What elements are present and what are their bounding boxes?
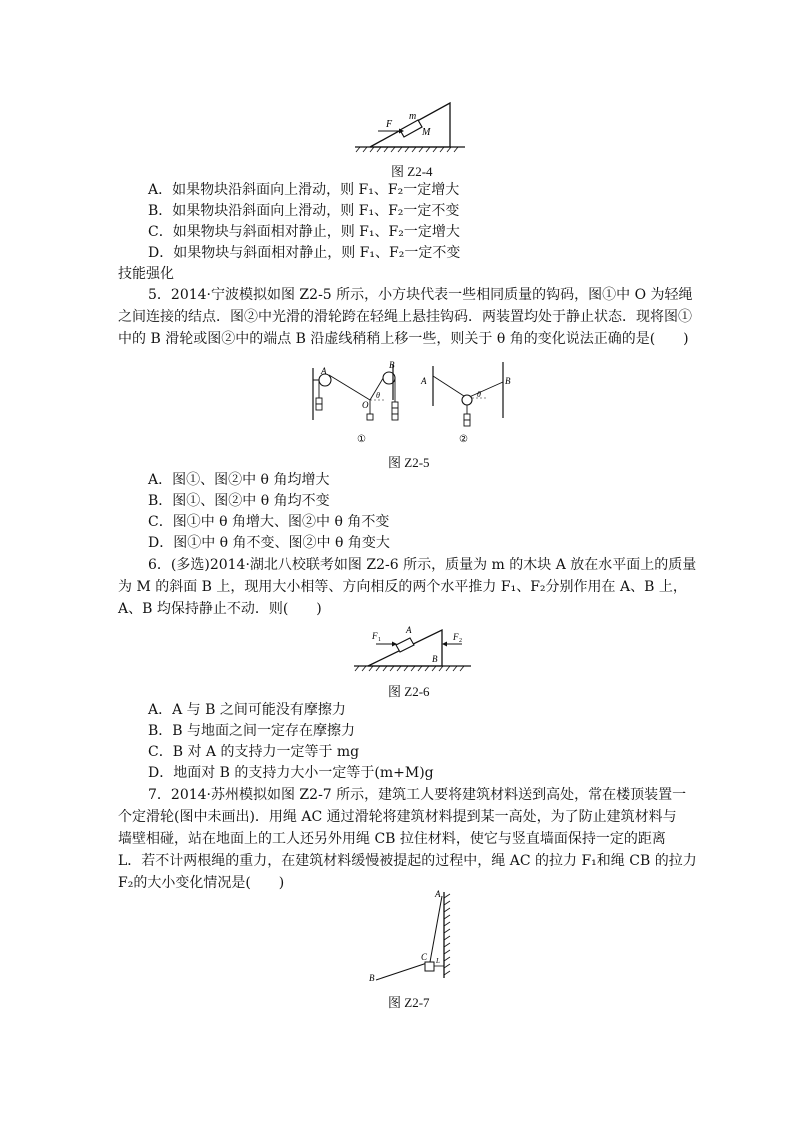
figure-z2-5 — [305, 358, 515, 450]
q4-option-a[interactable]: A．如果物块沿斜面向上滑动，则 F₁、F₂一定增大 — [148, 182, 460, 198]
q4-option-b[interactable]: B．如果物块沿斜面向上滑动，则 F₁、F₂一定不变 — [148, 203, 460, 219]
q4-option-c[interactable]: C．如果物块与斜面相对静止，则 F₁、F₂一定增大 — [148, 224, 460, 240]
label-A2: A — [421, 376, 427, 386]
figure-z2-4 — [350, 95, 470, 155]
question-7 — [118, 784, 697, 894]
label-F1-sub: 1 — [378, 637, 381, 643]
q6-option-d[interactable]: D．地面对 B 的支持力大小一定等于(m+M)g — [148, 765, 434, 781]
q6-line-1: 6．(多选)2014·湖北八校联考如图 Z2-6 所示，质量为 m 的木块 A 放在水平面上的质量 — [148, 557, 697, 573]
question-5 — [118, 284, 693, 350]
q5-line-3: 中的 B 滑轮或图②中的端点 B 沿虚线稍稍上移一些，则关于 θ 角的变化说法正确的是( ) — [118, 331, 689, 347]
q6-line-2: 为 M 的斜面 B 上，现用大小相等、方向相反的两个水平推力 F₁、F₂分别作用在 A、B 上， — [118, 579, 687, 595]
label-F2-sub: 2 — [459, 638, 462, 644]
label-B: B — [432, 654, 438, 664]
q5-line-1: 5．2014·宁波模拟如图 Z2-5 所示，小方块代表一些相同质量的钩码，图①中 O 为轻绳 — [148, 287, 693, 303]
q6-line-3: A、B 均保持静止不动．则( ) — [118, 601, 322, 617]
label-theta: θ — [376, 391, 380, 400]
q4-option-d[interactable]: D．如果物块与斜面相对静止，则 F₁、F₂一定不变 — [148, 245, 461, 261]
label-m: m — [409, 111, 417, 122]
q7-line-2: 个定滑轮(图中未画出)．用绳 AC 通过滑轮将建筑材料提到某一高处，为了防止建筑材料与 — [118, 809, 677, 825]
label-theta2: θ — [477, 390, 481, 399]
q5-option-c[interactable]: C．图①中 θ 角增大、图②中 θ 角不变 — [148, 514, 390, 530]
q6-option-c[interactable]: C．B 对 A 的支持力一定等于 mg — [148, 744, 360, 760]
label-B: B — [369, 973, 375, 983]
label-M: M — [422, 127, 431, 138]
label-B: B — [389, 360, 395, 370]
section-title: 技能强化 — [118, 266, 174, 282]
label-C: C — [421, 952, 428, 962]
label-device-1: ① — [357, 434, 366, 445]
label-L: L — [436, 957, 440, 965]
label-F: F — [386, 119, 393, 130]
label-A: A — [321, 366, 327, 376]
caption-z2-6: 图 Z2-6 — [388, 684, 430, 699]
question-6 — [118, 554, 696, 620]
label-B2: B — [505, 376, 511, 386]
figure-z2-7 — [366, 888, 456, 988]
q6-option-b[interactable]: B．B 与地面之间一定存在摩擦力 — [148, 723, 356, 739]
caption-z2-7: 图 Z2-7 — [388, 995, 430, 1010]
q7-line-5: F₂的大小变化情况是( ) — [118, 875, 285, 891]
label-F2: F — [453, 632, 459, 642]
q5-option-a[interactable]: A．图①、图②中 θ 角均增大 — [148, 472, 330, 488]
label-O: O — [362, 400, 369, 410]
label-F1: F — [372, 631, 378, 641]
q5-option-d[interactable]: D．图①中 θ 角不变、图②中 θ 角变大 — [148, 535, 390, 551]
q5-option-b[interactable]: B．图①、图②中 θ 角均不变 — [148, 493, 330, 509]
figure-z2-6 — [350, 620, 475, 672]
label-A: A — [435, 889, 441, 899]
q6-option-a[interactable]: A．A 与 B 之间可能没有摩擦力 — [148, 702, 346, 718]
caption-z2-5: 图 Z2-5 — [388, 455, 430, 470]
q7-line-4: L．若不计两根绳的重力，在建筑材料缓慢被提起的过程中，绳 AC 的拉力 F₁和绳 CB 的拉力 — [118, 853, 697, 869]
label-A: A — [406, 625, 412, 635]
q5-line-2: 之间连接的结点．图②中光滑的滑轮跨在轻绳上悬挂钩码．两装置均处于静止状态．现将图① — [118, 309, 692, 325]
q7-line-3: 墙壁相碰，站在地面上的工人还另外用绳 CB 拉住材料，使它与竖直墙面保持一定的距离 — [118, 831, 666, 847]
caption-z2-4: 图 Z2-4 — [391, 164, 433, 179]
q7-line-1: 7．2014·苏州模拟如图 Z2-7 所示，建筑工人要将建筑材料送到高处，常在楼顶装置一 — [148, 787, 687, 803]
label-device-2: ② — [459, 434, 468, 445]
